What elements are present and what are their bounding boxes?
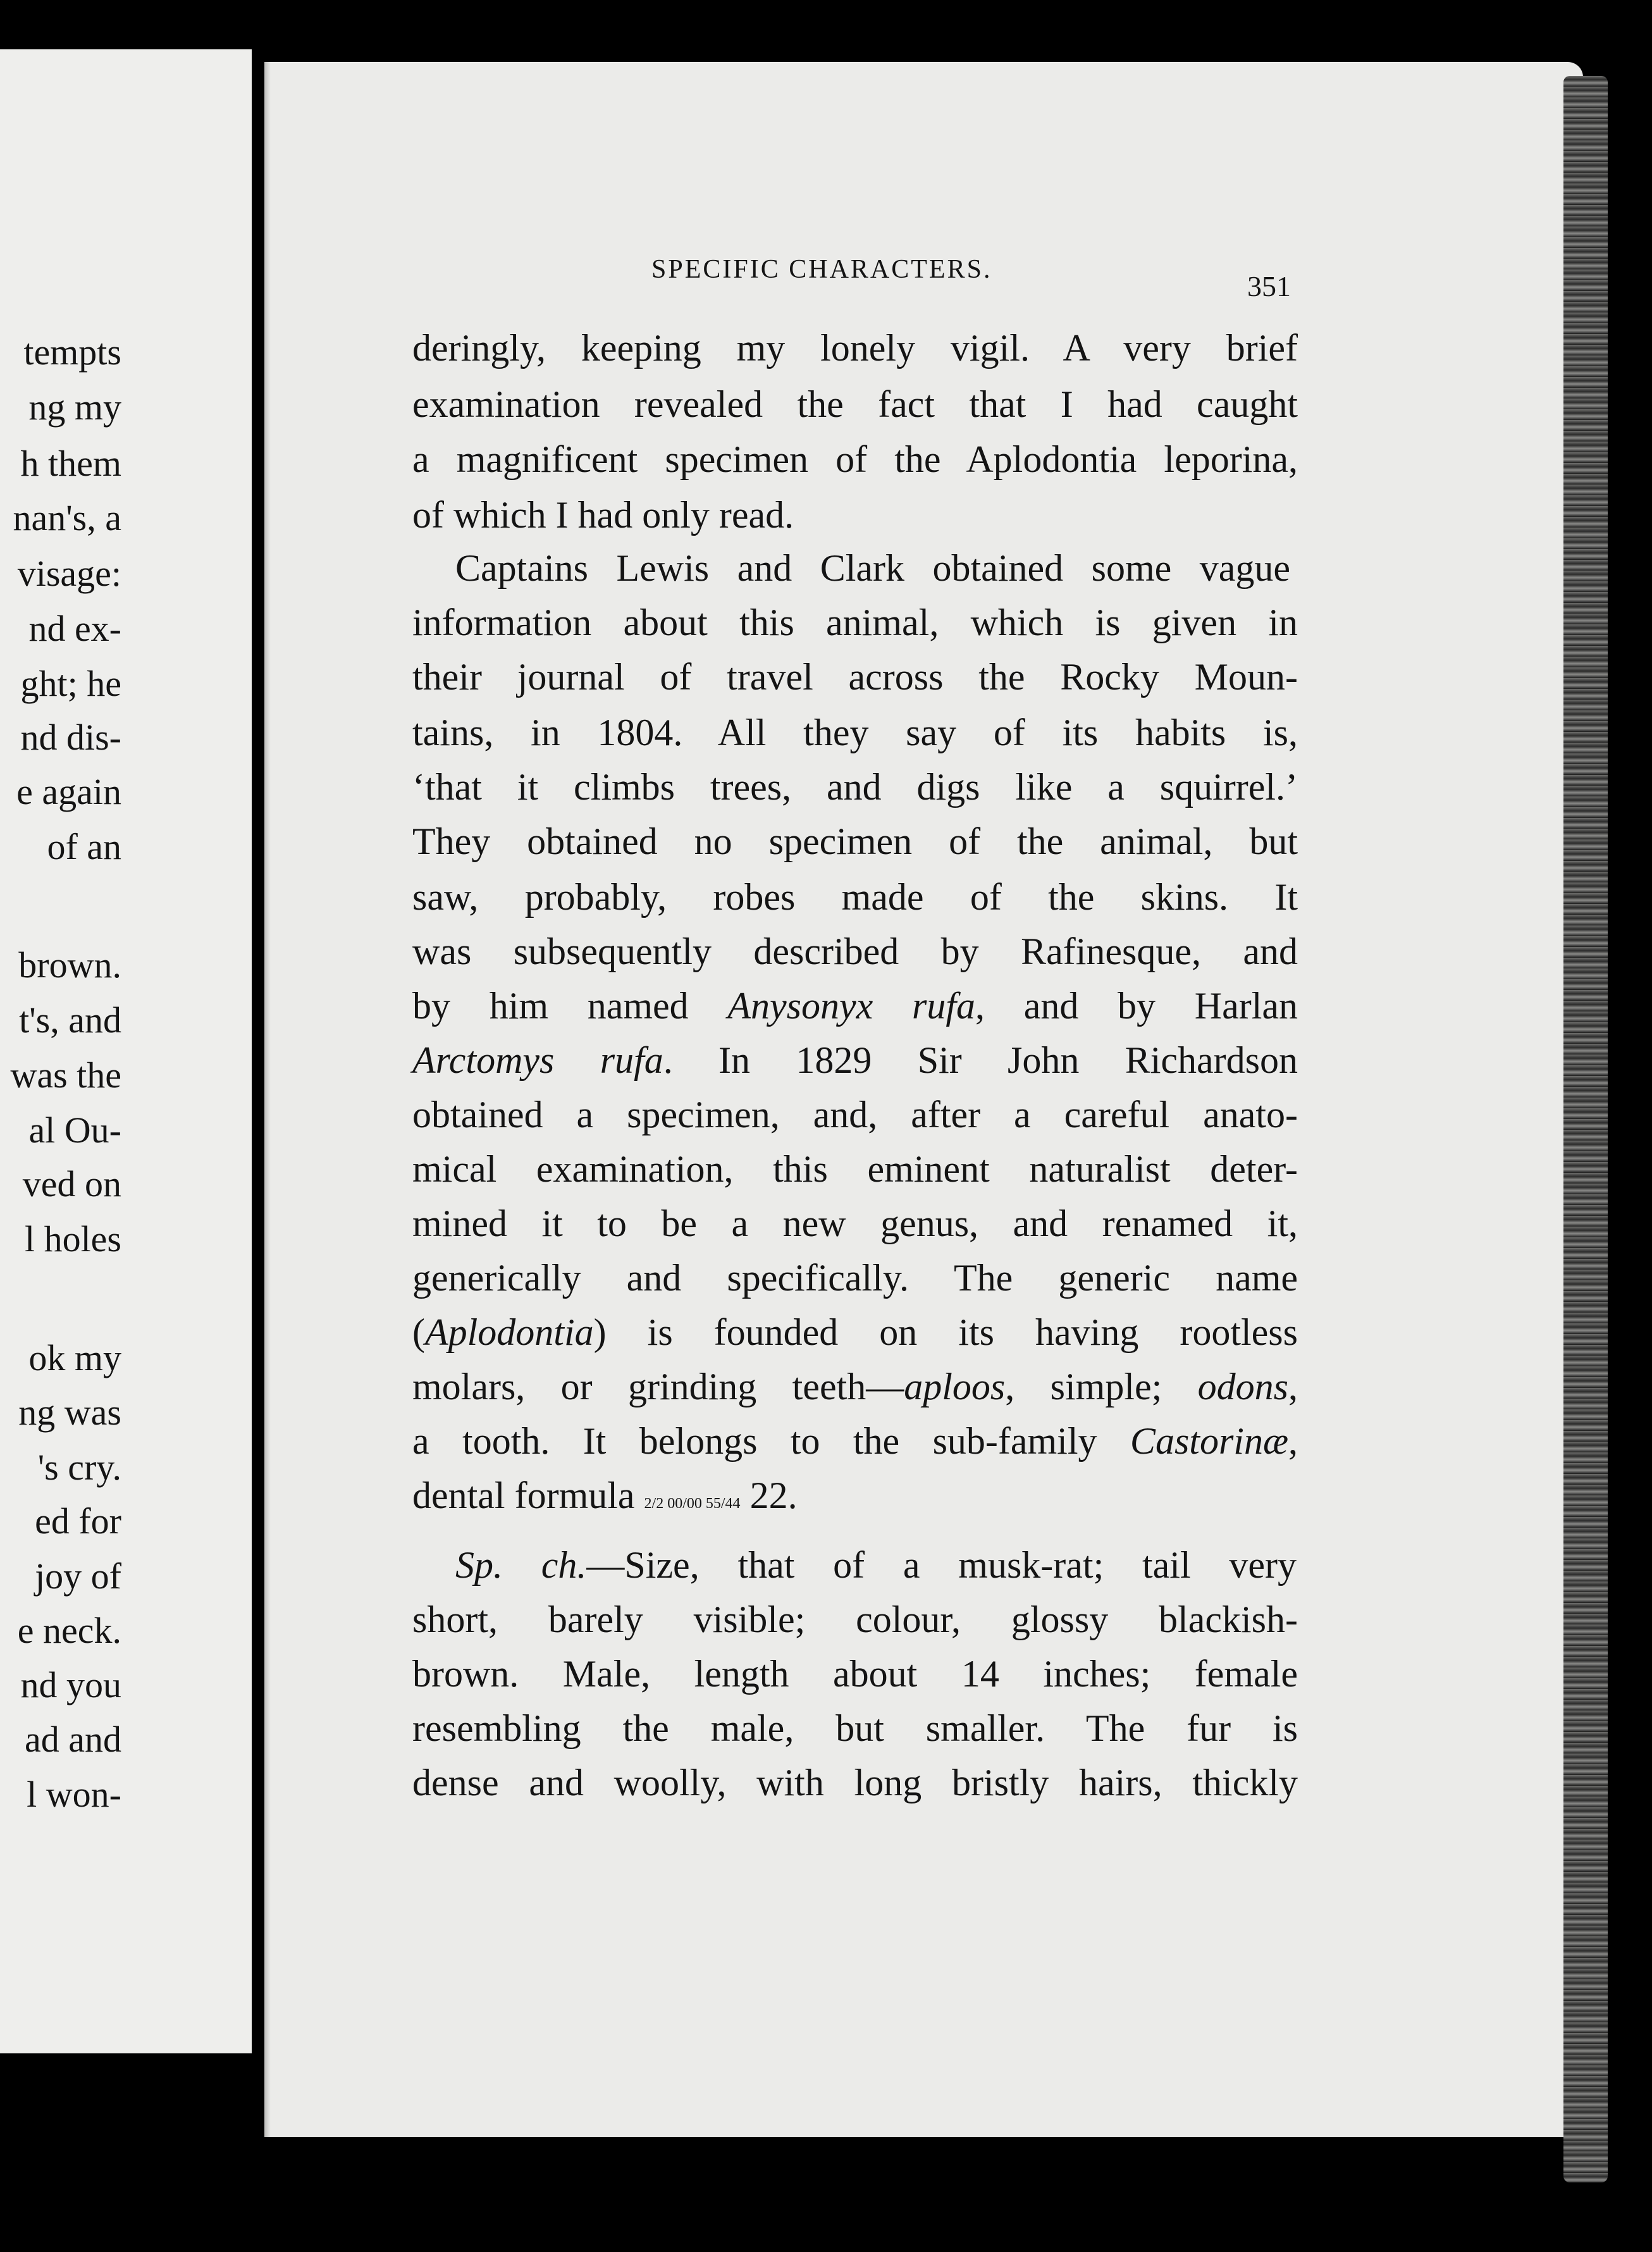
left-page-line: e neck. bbox=[17, 1610, 121, 1651]
italic-term: Aplodontia bbox=[424, 1311, 594, 1353]
line-text: tains, in 1804. All they say of its habits is, bbox=[412, 712, 1298, 753]
body-line bbox=[412, 496, 868, 534]
left-page-line: l won- bbox=[27, 1774, 121, 1815]
line-text: 22. bbox=[740, 1475, 798, 1516]
body-line bbox=[412, 1259, 1298, 1297]
line-text: , bbox=[1288, 1366, 1298, 1408]
left-page-line: l holes bbox=[24, 1218, 121, 1259]
line-text: deringly, keeping my lonely vigil. A very brief bbox=[412, 327, 1298, 369]
italic-term: odons bbox=[1197, 1366, 1288, 1408]
left-page-line: visage: bbox=[17, 553, 121, 594]
line-text: They obtained no specimen of the animal, but bbox=[412, 820, 1298, 862]
body-line bbox=[412, 603, 1298, 641]
body-line bbox=[412, 1600, 1298, 1638]
body-line bbox=[455, 1546, 1297, 1584]
body-line bbox=[412, 385, 1298, 423]
left-page-line: t's, and bbox=[19, 999, 121, 1041]
line-text: —Size, that of a musk-rat; tail very bbox=[586, 1544, 1297, 1586]
body-line bbox=[412, 658, 1298, 696]
line-text: examination revealed the fact that I had caught bbox=[412, 383, 1298, 425]
body-line bbox=[455, 549, 1290, 587]
line-text: a tooth. It belongs to the sub-family bbox=[412, 1420, 1130, 1462]
line-text: , and by Harlan bbox=[975, 985, 1298, 1027]
line-text: their journal of travel across the Rocky Moun- bbox=[412, 656, 1298, 698]
line-text: brown. Male, length about 14 inches; female bbox=[412, 1653, 1298, 1695]
line-text: generically and specifically. The generic name bbox=[412, 1257, 1298, 1299]
dental-formula-fraction: 2/2 00/00 55/44 bbox=[644, 1495, 741, 1512]
line-text: ‘that it climbs trees, and digs like a squirrel.’ bbox=[412, 766, 1298, 808]
left-page-line: h them bbox=[20, 443, 121, 484]
page-number: 351 bbox=[1247, 270, 1291, 302]
body-line bbox=[412, 1368, 1298, 1406]
line-text: a magnificent specimen of the Aplodontia leporina, bbox=[412, 438, 1298, 480]
left-page-line: ng was bbox=[18, 1392, 121, 1433]
line-text: mical examination, this eminent naturalist deter- bbox=[412, 1148, 1298, 1190]
running-head: SPECIFIC CHARACTERS. bbox=[651, 255, 992, 284]
body-line bbox=[412, 878, 1298, 916]
left-page-line: tempts bbox=[23, 331, 121, 373]
body-line bbox=[412, 1096, 1298, 1134]
left-page-line: 's cry. bbox=[37, 1447, 121, 1488]
left-page-line: joy of bbox=[35, 1556, 121, 1597]
italic-term: Arctomys rufa bbox=[412, 1039, 663, 1081]
line-text: saw, probably, robes made of the skins. It bbox=[412, 876, 1298, 918]
italic-term: Anysonyx rufa bbox=[727, 985, 976, 1027]
line-text: , bbox=[1288, 1420, 1298, 1462]
italic-term: aploos bbox=[904, 1366, 1006, 1408]
body-line bbox=[412, 329, 1298, 367]
italic-term: Castorinæ bbox=[1130, 1420, 1288, 1462]
body-line bbox=[412, 714, 1298, 752]
line-text: short, barely visible; colour, glossy blackish- bbox=[412, 1599, 1298, 1640]
left-page-line: brown. bbox=[18, 944, 121, 986]
left-page-line: nan's, a bbox=[13, 497, 121, 538]
line-text: by him named bbox=[412, 985, 728, 1027]
body-line bbox=[412, 1150, 1298, 1188]
left-page-line: ok my bbox=[28, 1337, 121, 1378]
left-page-line: ed for bbox=[35, 1500, 121, 1542]
body-line bbox=[412, 1655, 1298, 1693]
left-page-line: ad and bbox=[25, 1719, 121, 1760]
body-line bbox=[412, 1422, 1298, 1460]
left-page-line: was the bbox=[10, 1055, 121, 1096]
italic-term: Sp. ch. bbox=[455, 1544, 587, 1586]
line-text: ) is founded on its having rootless bbox=[593, 1311, 1298, 1353]
line-text: , simple; bbox=[1005, 1366, 1198, 1408]
left-page-line: of an bbox=[47, 826, 121, 867]
line-text: resembling the male, but smaller. The fur is bbox=[412, 1707, 1298, 1749]
line-text: dense and woolly, with long bristly hairs, thickly bbox=[412, 1762, 1298, 1803]
page-edge bbox=[1563, 76, 1608, 2182]
body-line bbox=[412, 822, 1298, 860]
line-text: . In 1829 Sir John Richardson bbox=[663, 1039, 1298, 1081]
left-page-line: ng my bbox=[28, 387, 121, 428]
body-line bbox=[412, 768, 1298, 806]
body-line bbox=[412, 440, 1298, 478]
gutter-shadow bbox=[264, 62, 271, 2137]
body-line bbox=[412, 1041, 1298, 1079]
line-text: molars, or grinding teeth— bbox=[412, 1366, 904, 1408]
line-text: Captains Lewis and Clark obtained some vague bbox=[455, 547, 1290, 589]
left-page-line: e again bbox=[16, 771, 121, 812]
body-line bbox=[412, 932, 1298, 970]
left-page-line: ght; he bbox=[20, 663, 121, 704]
left-page-line: nd you bbox=[20, 1664, 121, 1705]
body-line bbox=[412, 987, 1298, 1025]
line-text: obtained a specimen, and, after a careful anato- bbox=[412, 1094, 1298, 1135]
line-text: ( bbox=[412, 1311, 425, 1353]
line-text: information about this animal, which is given in bbox=[412, 602, 1298, 643]
line-text: was subsequently described by Rafinesque, and bbox=[412, 931, 1298, 972]
left-page-fragment bbox=[0, 49, 252, 2053]
body-line bbox=[412, 1476, 842, 1514]
left-page-line: ved on bbox=[22, 1163, 121, 1204]
line-text: dental formula bbox=[412, 1475, 644, 1516]
line-text: mined it to be a new genus, and renamed it, bbox=[412, 1203, 1298, 1244]
body-line bbox=[412, 1709, 1298, 1747]
line-text: of which I had only read. bbox=[412, 494, 794, 536]
body-line bbox=[412, 1764, 1298, 1802]
body-line bbox=[412, 1204, 1298, 1242]
left-page-line: al Ou- bbox=[28, 1110, 121, 1151]
left-page-line: nd ex- bbox=[28, 608, 121, 649]
left-page-line: nd dis- bbox=[20, 717, 121, 758]
body-line bbox=[412, 1313, 1298, 1351]
